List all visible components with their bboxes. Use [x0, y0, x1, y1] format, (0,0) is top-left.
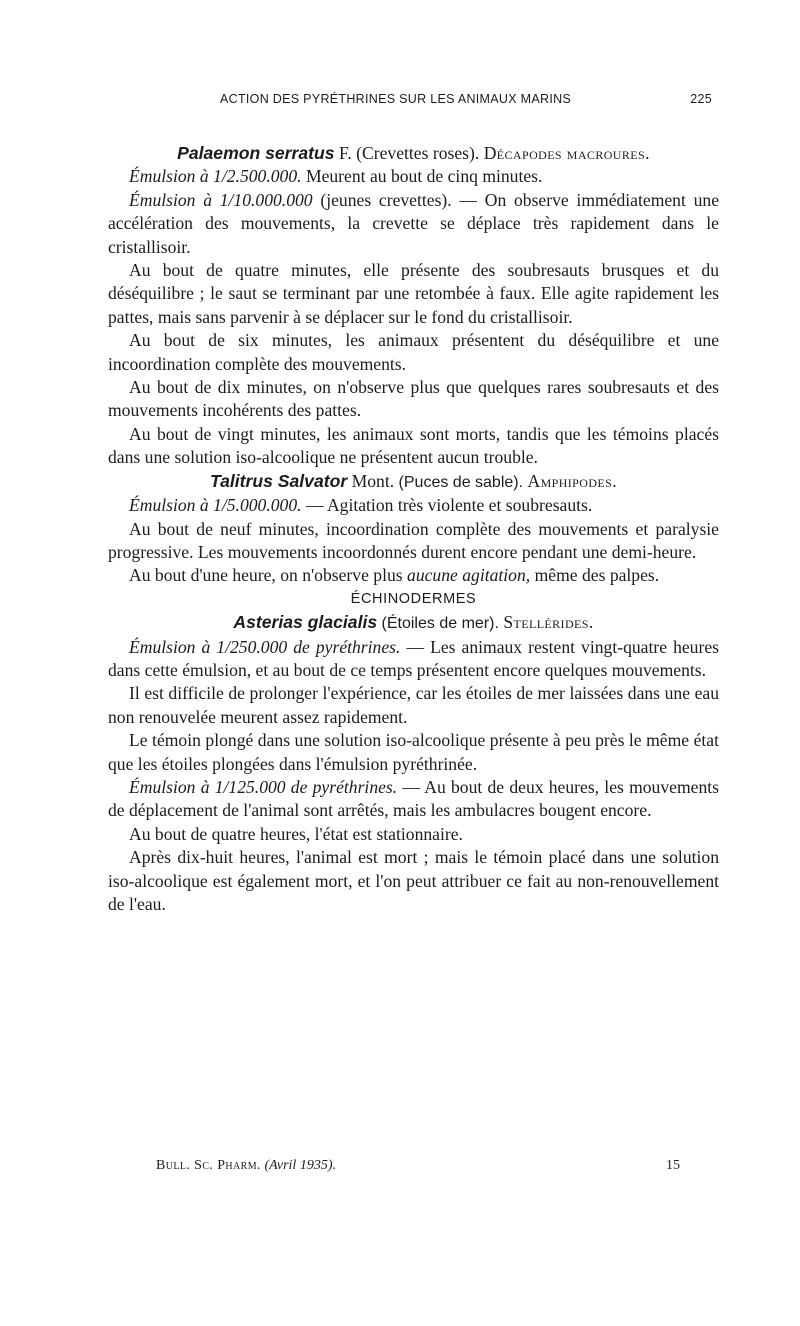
species-group: Stellérides. [503, 612, 594, 633]
species-latin-name: Talitrus Salvator [209, 470, 348, 491]
species-author: Mont. [351, 470, 395, 491]
paragraph [108, 165, 719, 188]
paragraph: Au bout de quatre minutes, elle présente des soubresauts brusques et du déséquilibre ; le saut se terminant par une retombée à faux. Elle agite rapidement les pattes, mais sans parvenir à se déplacer sur le fond du cristallisoir. [108, 260, 719, 327]
paragraph-text: — Agitation très violente et soubresauts. [305, 495, 593, 516]
paragraph-text: Meurent au bout de cinq minutes. [305, 166, 543, 187]
paragraph [108, 564, 719, 587]
section-title: ÉCHINODERMES [350, 590, 477, 607]
paragraph-text: (jeunes crevettes). — On observe immédiatement une accélération des mouvements, la crevette se déplace très rapidement dans le cristallisoir. [108, 189, 720, 257]
paragraph: Le témoin plongé dans une solution iso-alcoolique présente à peu près le même état que les étoiles plongées dans l'émulsion pyréthrinée. [108, 730, 719, 774]
paragraph-text: Au bout d'une heure, on n'observe plus [129, 565, 403, 586]
species-common-name: (Crevettes roses). [356, 143, 480, 163]
paragraph: Au bout de quatre heures, l'état est stationnaire. [129, 823, 463, 844]
paragraph: Après dix-huit heures, l'animal est mort ; mais le témoin placé dans une solution iso-alcoolique est également mort, et l'on peut attribuer ce fait au non-renouvellement de l'eau. [108, 847, 719, 914]
running-head-title: ACTION DES PYRÉTHRINES SUR LES ANIMAUX MARINS [220, 92, 572, 106]
species-latin-name: Palaemon serratus [177, 143, 335, 163]
emphasis: aucune agitation, [407, 565, 531, 586]
footer-journal: Bull. Sc. Pharm. [156, 1158, 261, 1173]
paragraph-text: — Les animaux restent vingt-quatre heures dans cette émulsion, et au bout de ce temps présentent encore quelques mouvements. [108, 636, 719, 680]
emulsion-label: Émulsion à 1/250.000 de pyréthrines. [129, 636, 401, 657]
emulsion-label: Émulsion à 1/10.000.000 [129, 189, 313, 210]
body-text [108, 142, 719, 916]
species-group: Décapodes macroures. [483, 143, 650, 163]
emulsion-label: Émulsion à 1/2.500.000. [129, 166, 302, 187]
page-number: 225 [690, 92, 712, 106]
paragraph [108, 494, 719, 517]
paragraph [108, 776, 719, 823]
emulsion-label: Émulsion à 1/125.000 de pyréthrines. [129, 776, 398, 797]
paragraph: Au bout de six minutes, les animaux présentent du déséquilibre et une incoordination complète des mouvements. [108, 330, 719, 374]
emulsion-label: Émulsion à 1/5.000.000. [129, 495, 302, 516]
paragraph-text: même des palpes. [534, 565, 660, 586]
footer-citation [156, 1158, 336, 1174]
species-common-name: (Étoiles de mer). [381, 615, 499, 633]
paragraph-text: — Au bout de deux heures, les mouvements de déplacement de l'animal sont arrêtés, mais les ambulacres bougent encore. [108, 776, 719, 821]
signature-mark: 15 [666, 1158, 680, 1173]
species-heading-asterias [108, 611, 719, 635]
paragraph: Il est difficile de prolonger l'expérience, car les étoiles de mer laissées dans une eau non renouvelée meurent assez rapidement. [108, 683, 719, 727]
species-heading-talitrus [108, 470, 719, 494]
species-heading-palaemon [108, 142, 719, 165]
paragraph [108, 636, 719, 683]
paragraph: Au bout de dix minutes, on n'observe plus que quelques rares soubresauts et des mouvements incohérents des pattes. [108, 377, 719, 421]
footer-date: (Avril 1935). [264, 1158, 336, 1173]
paragraph [108, 189, 719, 259]
species-group: Amphipodes. [527, 470, 617, 491]
species-common-name: (Puces de sable). [398, 473, 524, 491]
species-author: F. [338, 143, 352, 163]
species-latin-name: Asterias glacialis [233, 612, 378, 633]
paragraph: Au bout de vingt minutes, les animaux sont morts, tandis que les témoins placés dans une solution iso-alcoolique ne présentent aucun trouble. [108, 423, 719, 468]
paragraph: Au bout de neuf minutes, incoordination complète des mouvements et paralysie progressive. Les mouvements incoordonnés durent encore pendant une demi-heure. [108, 518, 719, 562]
